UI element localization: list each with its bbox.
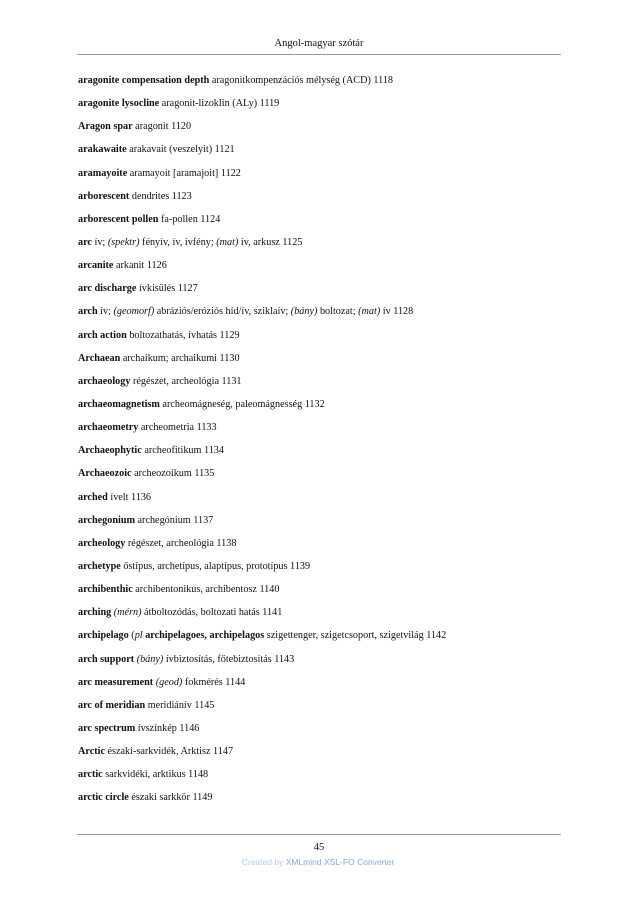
entry-text: északi-sarkvidék, Arktisz 1147: [104, 746, 234, 758]
entry-label: (bány): [290, 306, 318, 318]
entry-headword: Arctic: [78, 746, 105, 758]
dictionary-entry: [78, 653, 562, 676]
entry-text: archaikum; archaikumi 1130: [120, 352, 240, 364]
entry-text: ívelt 1136: [107, 491, 152, 503]
entry-text: őstípus, archetípus, alaptípus, prototípus 1139: [120, 560, 311, 572]
entry-label: (geomorf): [113, 306, 155, 318]
entry-text: archeozoikum 1135: [131, 468, 215, 480]
entry-text: északi sarkkör 1149: [128, 792, 213, 804]
entry-text: ívbiztosítás, főtebiztosítás 1143: [163, 653, 295, 665]
dictionary-entry: [78, 143, 562, 166]
entry-headword: archipelagoes, archipelagos: [145, 630, 265, 642]
entry-headword: arborescent: [78, 190, 130, 202]
dictionary-entry: [78, 583, 562, 606]
dictionary-entry: [78, 745, 562, 768]
dictionary-entry: [78, 167, 562, 190]
entry-headword: archetype: [78, 560, 121, 572]
entry-text: ívszínkép 1146: [135, 722, 200, 734]
entry-label: pl: [134, 630, 143, 642]
entry-headword: archibenthic: [78, 584, 133, 596]
entry-text: aragonit-lizoklin (ALy) 1119: [159, 98, 280, 110]
dictionary-entry: [78, 768, 562, 791]
dictionary-entry: [78, 606, 562, 629]
entry-headword: Archaeozoic: [78, 468, 132, 480]
dictionary-entry: [78, 699, 562, 722]
entry-text: ív;: [91, 236, 108, 248]
entry-headword: archipelago: [78, 630, 129, 642]
dictionary-entry: [78, 305, 562, 328]
entry-text: fokmérés 1144: [182, 676, 246, 688]
entry-text: aragonitkompenzációs mélység (ACD) 1118: [209, 75, 394, 86]
entry-label: (bány): [136, 653, 164, 665]
dictionary-entry: [78, 120, 562, 143]
dictionary-entry: [78, 491, 562, 514]
entry-text: régészet, archeológia 1138: [125, 537, 237, 549]
entry-label: (spektr): [107, 236, 140, 248]
entry-text: ív, arkusz 1125: [238, 236, 303, 248]
dictionary-entry: [78, 444, 562, 467]
dictionary-entry: [78, 560, 562, 583]
entry-headword: arc: [78, 236, 92, 248]
dictionary-entry: [78, 282, 562, 305]
dictionary-entry: [78, 97, 562, 120]
entry-headword: archeology: [78, 537, 126, 549]
dictionary-entry: [78, 375, 562, 398]
entry-text: régészet, archeológia 1131: [130, 375, 242, 387]
entry-headword: archegonium: [78, 514, 135, 526]
entry-headword: Archaeophytic: [78, 445, 142, 457]
dictionary-entry: [78, 190, 562, 213]
entry-headword: arc discharge: [78, 283, 137, 295]
dictionary-entry: [78, 676, 562, 699]
dictionary-entry: [78, 236, 562, 259]
entry-text: fényív, ív, ívfény;: [139, 236, 217, 248]
entry-headword: archaeology: [78, 375, 131, 387]
entry-headword: aragonite lysocline: [78, 98, 160, 110]
entry-text: arakavait (veszelyit) 1121: [126, 144, 235, 156]
entry-headword: aragonite compensation depth: [78, 75, 210, 86]
footer-rule: [77, 834, 561, 835]
entry-text: ív 1128: [380, 306, 414, 318]
entry-text: arkanit 1126: [113, 260, 167, 272]
credit-suffix: .: [393, 857, 397, 867]
entry-label: (mérn): [113, 607, 142, 619]
entry-text: boltozathatás, ívhatás 1129: [126, 329, 240, 341]
dictionary-entry-list: [78, 74, 562, 815]
dictionary-entry: [78, 352, 562, 375]
entry-headword: arch action: [78, 329, 127, 341]
dictionary-entry: [78, 74, 562, 97]
entry-headword: arakawaite: [78, 144, 127, 156]
entry-headword: arc measurement: [78, 676, 154, 688]
entry-text: fa-pollen 1124: [158, 213, 221, 225]
entry-headword: arched: [78, 491, 108, 503]
entry-headword: archaeomagnetism: [78, 398, 160, 410]
dictionary-entry: [78, 329, 562, 352]
entry-text: aragonit 1120: [132, 121, 192, 133]
entry-text: aramayoit [aramajoit] 1122: [127, 167, 241, 179]
credit-prefix: Created by: [241, 857, 286, 867]
entry-text: meridiánív 1145: [145, 699, 215, 711]
running-header: Angol-magyar szótár: [274, 38, 364, 49]
dictionary-entry: [78, 398, 562, 421]
entry-text: archibentonikus, archibentosz 1140: [132, 584, 280, 596]
dictionary-entry: [78, 514, 562, 537]
entry-headword: aramayoite: [78, 167, 128, 179]
entry-headword: arch: [78, 306, 98, 318]
entry-text: boltozat;: [317, 306, 359, 318]
entry-headword: arch support: [78, 653, 135, 665]
entry-headword: arcanite: [78, 260, 114, 272]
entry-label: (mat): [358, 306, 381, 318]
dictionary-entry: [78, 467, 562, 490]
entry-text: átboltozódás, boltozati hatás 1141: [141, 607, 283, 619]
entry-text: abráziós/eróziós híd/ív, sziklaív;: [154, 306, 291, 318]
entry-headword: arctic circle: [78, 792, 129, 804]
entry-headword: arching: [78, 607, 112, 619]
entry-headword: archaeometry: [78, 422, 139, 434]
dictionary-entry: [78, 537, 562, 560]
page-number: 45: [313, 842, 325, 853]
entry-text: archeometria 1133: [138, 422, 217, 434]
entry-text: ívkisülés 1127: [136, 283, 198, 295]
entry-headword: arc spectrum: [78, 722, 136, 734]
entry-label: (mat): [216, 236, 239, 248]
converter-credit: [0, 857, 638, 867]
entry-text: archeofitikum 1134: [141, 445, 224, 457]
entry-headword: Archaean: [78, 352, 121, 364]
entry-text: sarkvidéki, arktikus 1148: [102, 769, 209, 781]
entry-headword: arborescent pollen: [78, 213, 159, 225]
entry-text: (: [128, 630, 135, 642]
dictionary-entry: [78, 213, 562, 236]
dictionary-entry: [78, 791, 562, 814]
entry-text: dendrites 1123: [129, 190, 192, 202]
dictionary-entry: [78, 259, 562, 282]
header-rule: [77, 54, 561, 55]
converter-link[interactable]: XMLmind XSL-FO Converter: [285, 857, 394, 867]
entry-headword: arctic: [78, 769, 103, 781]
dictionary-entry: [78, 629, 562, 652]
entry-text: archegónium 1137: [134, 514, 214, 526]
entry-label: (geod): [155, 676, 183, 688]
entry-text: archeomágneség, paleomágnesség 1132: [159, 398, 325, 410]
dictionary-entry: [78, 722, 562, 745]
entry-text: szigettenger, szigetcsoport, szigetvilág 1142: [264, 630, 447, 642]
entry-text: ív;: [97, 306, 114, 318]
entry-headword: Aragon spar: [78, 121, 133, 133]
dictionary-entry: [78, 421, 562, 444]
entry-headword: arc of meridian: [78, 699, 146, 711]
